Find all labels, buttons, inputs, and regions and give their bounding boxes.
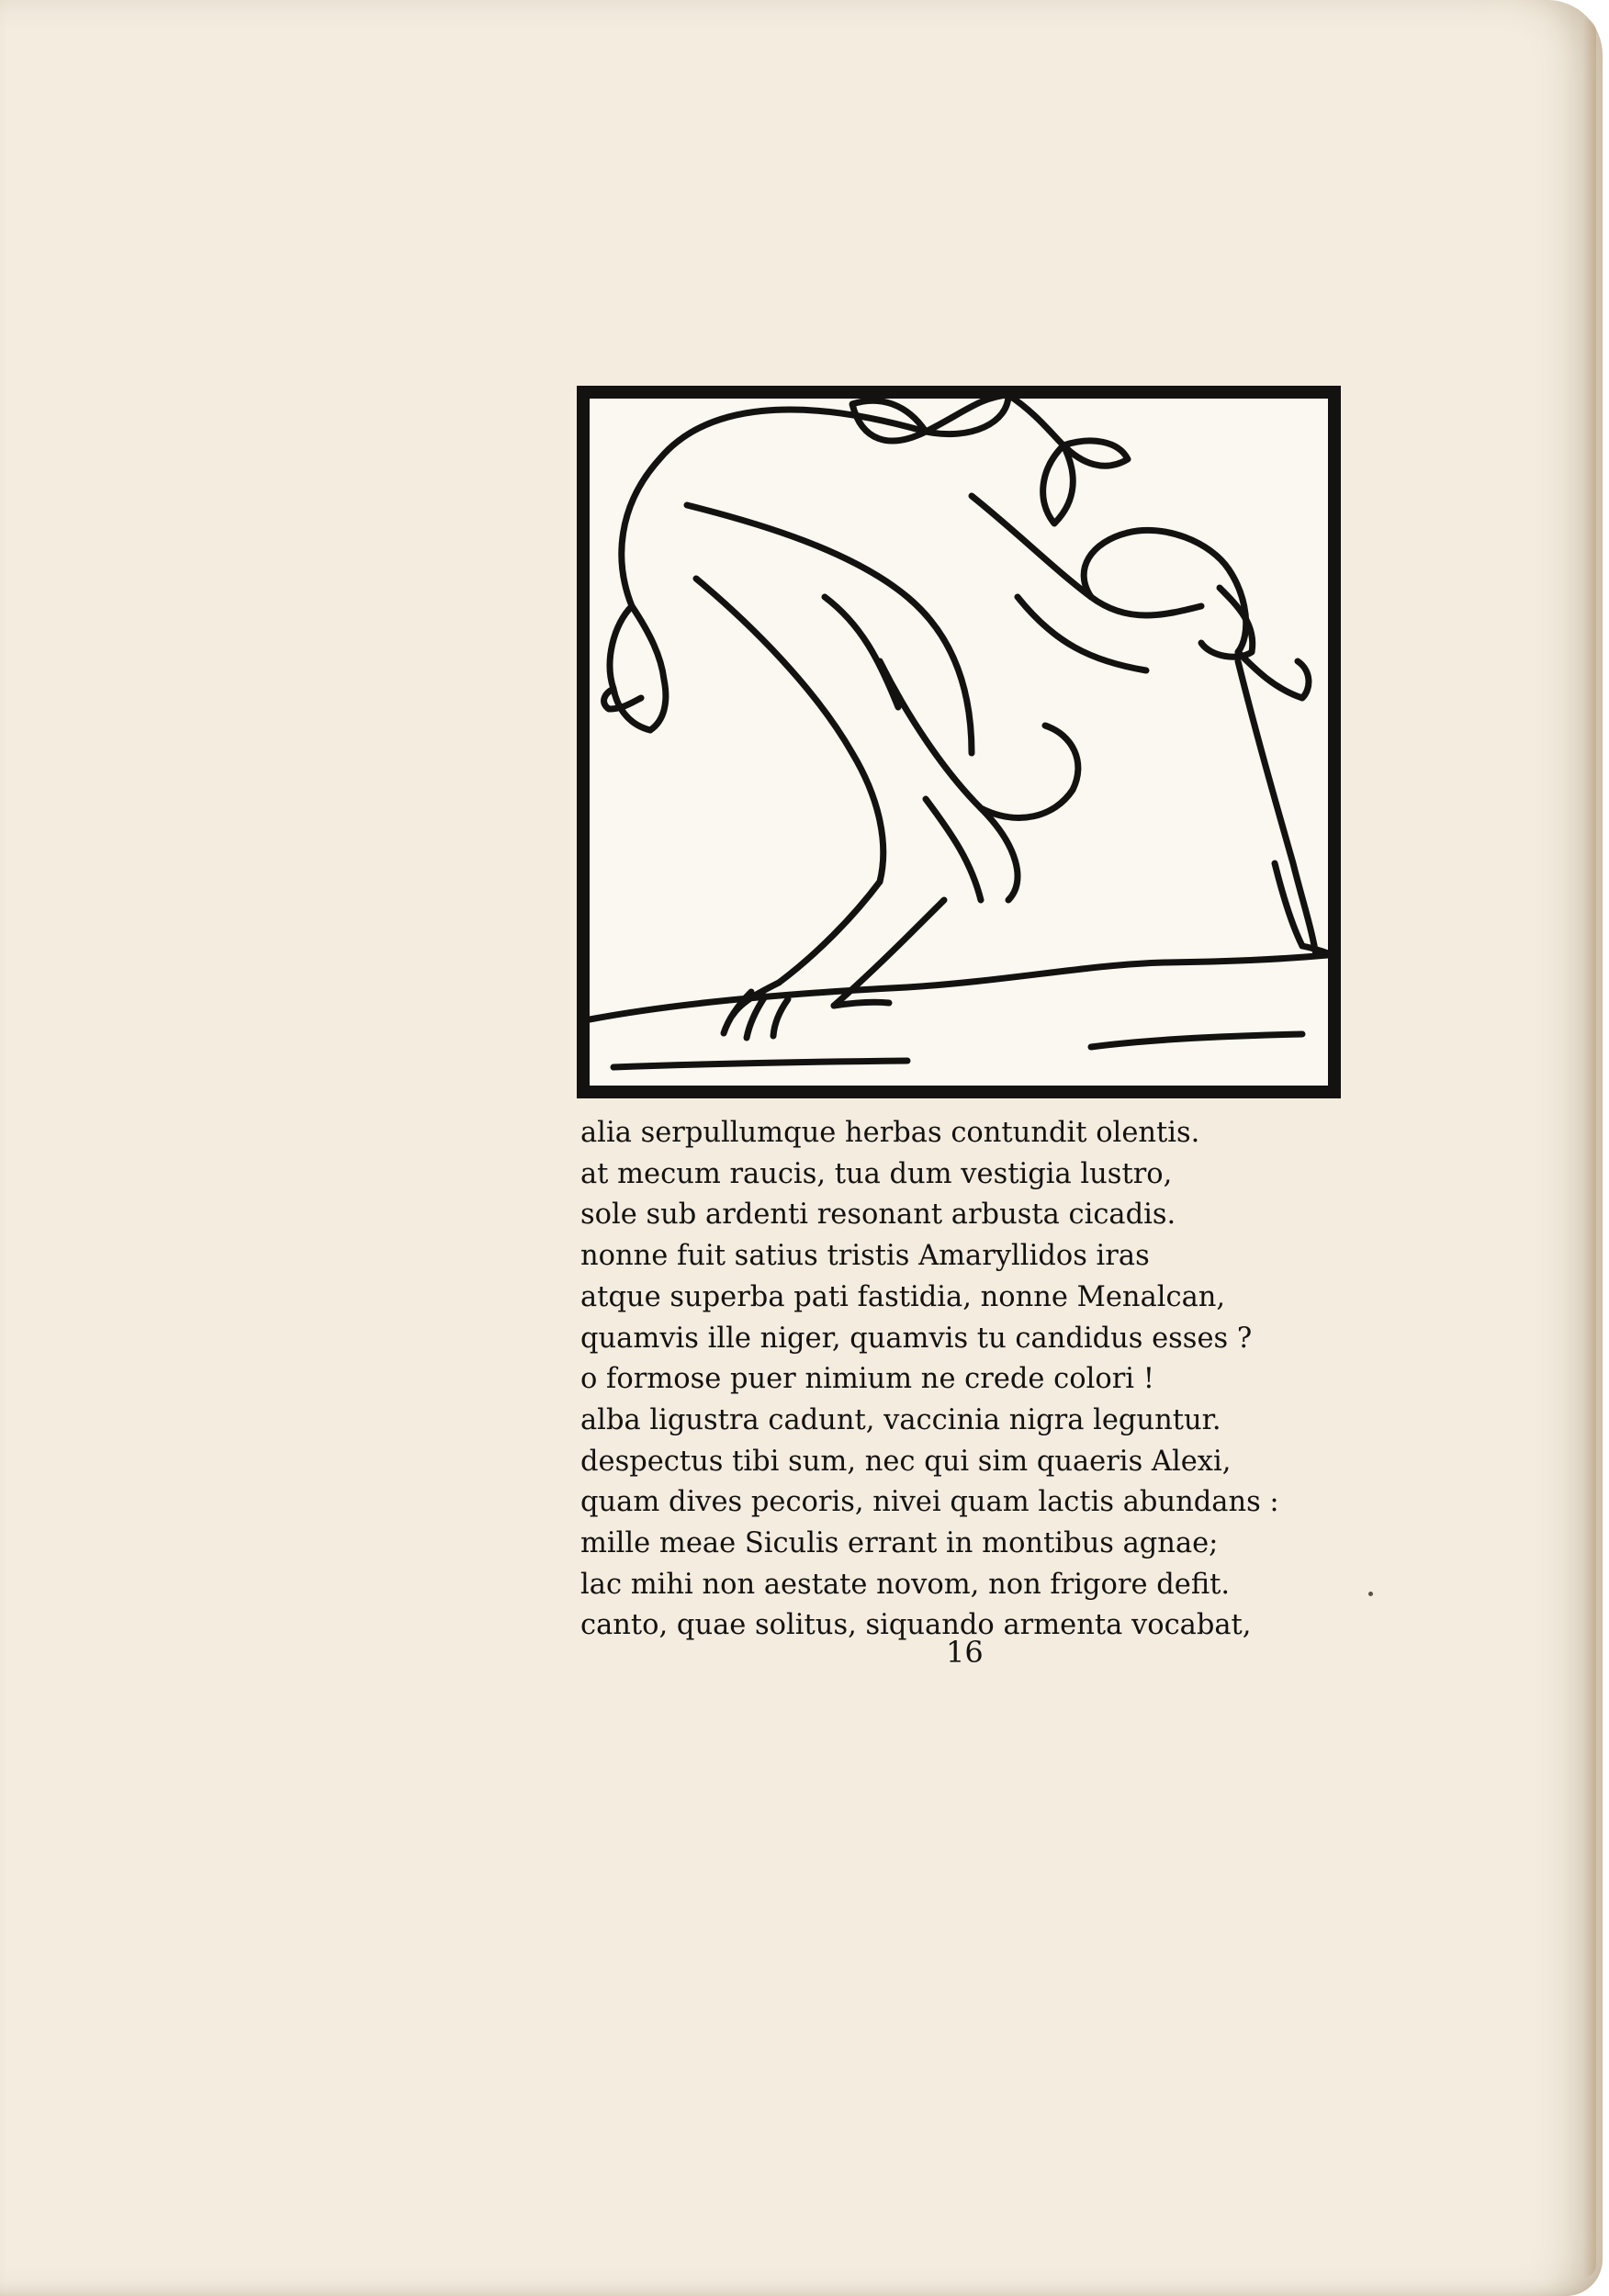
verse-line: quamvis ille niger, quamvis tu candidus esses ? xyxy=(580,1322,1253,1355)
verse-line: atque superba pati fastidia, nonne Menalcan, xyxy=(580,1280,1226,1313)
verse-line: quam dives pecoris, nivei quam lactis abundans : xyxy=(580,1486,1279,1519)
latin-verse-block xyxy=(580,1113,1407,1647)
woodcut-figure-kneeling-icon xyxy=(577,386,1341,1098)
verse-line: at mecum raucis, tua dum vestigia lustro, xyxy=(580,1157,1173,1190)
verse-line: mille meae Siculis errant in montibus agnae; xyxy=(580,1527,1219,1560)
paper-speck xyxy=(1368,1592,1373,1596)
page-edge-shadow xyxy=(1583,18,1596,2278)
verse-line: sole sub ardenti resonant arbusta cicadis. xyxy=(580,1199,1176,1232)
verse-line: alba ligustra cadunt, vaccinia nigra leguntur. xyxy=(580,1403,1221,1436)
woodcut-illustration xyxy=(577,386,1341,1098)
verse-line: lac mihi non aestate novom, non frigore defit. xyxy=(580,1568,1231,1601)
verse-line: despectus tibi sum, nec qui sim quaeris Alexi, xyxy=(580,1445,1232,1478)
verse-line: canto, quae solitus, siquando armenta vocabat, xyxy=(580,1609,1252,1642)
verse-line: alia serpullumque herbas contundit olentis. xyxy=(580,1117,1200,1149)
verse-line: nonne fuit satius tristis Amaryllidos iras xyxy=(580,1240,1150,1273)
page-number: 16 xyxy=(946,1635,984,1670)
verse-line: o formose puer nimium ne crede colori ! xyxy=(580,1363,1155,1396)
